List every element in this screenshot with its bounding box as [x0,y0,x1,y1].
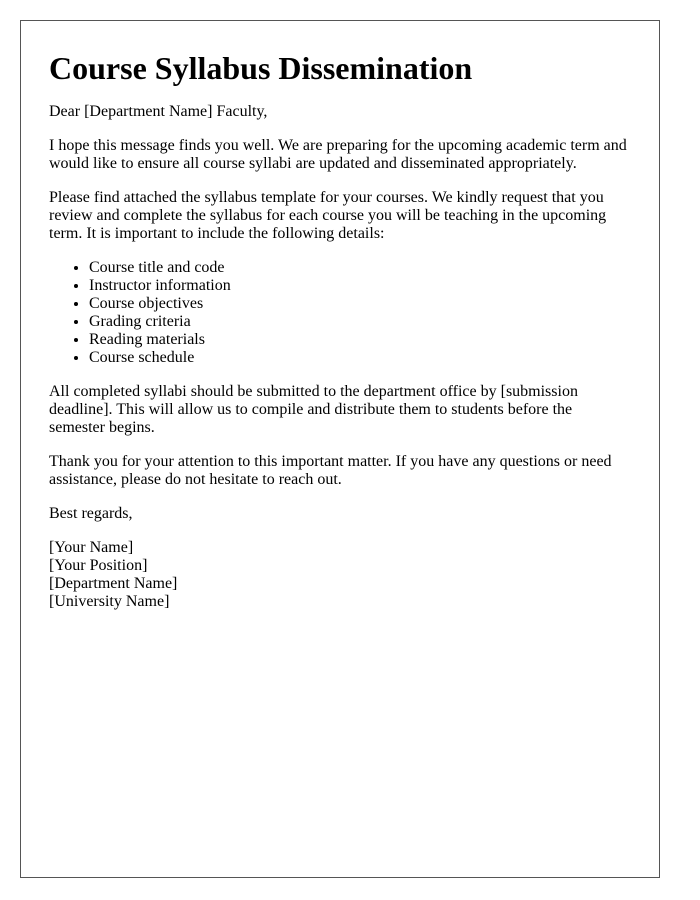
salutation: Dear [Department Name] Faculty, [49,103,268,120]
letter-title: Course Syllabus Dissemination [49,50,473,86]
signature-name: [Your Name] [49,539,134,556]
list-item: • Grading criteria [89,313,631,331]
signature-university: [University Name] [49,593,170,610]
list-item: • Course objectives [89,295,631,313]
submission-paragraph: All completed syllabi should be submitted to the department office by [submission deadline]. This will allow us to compile and distribute them to students before the semester begins. [49,383,578,436]
request-paragraph: Please find attached the syllabus template for your courses. We kindly request that you review and complete the syllabus for each course you will be teaching in the upcoming term. It is important to include the following details: [49,189,607,242]
signature-block [49,539,631,611]
signoff: Best regards, [49,505,133,522]
list-item: • Instructor information [89,277,631,295]
letter-page [20,20,660,878]
list-item: • Course title and code [89,259,631,277]
list-item: • Reading materials [89,331,631,349]
signature-position: [Your Position] [49,557,148,574]
intro-paragraph: I hope this message finds you well. We are preparing for the upcoming academic term and would like to ensure all course syllabi are updated and disseminated appropriately. [49,137,627,172]
thanks-paragraph: Thank you for your attention to this important matter. If you have any questions or need assistance, please do not hesitate to reach out. [49,453,612,488]
signature-department: [Department Name] [49,575,178,592]
list-item: • Course schedule [89,349,631,367]
details-list [49,259,631,367]
